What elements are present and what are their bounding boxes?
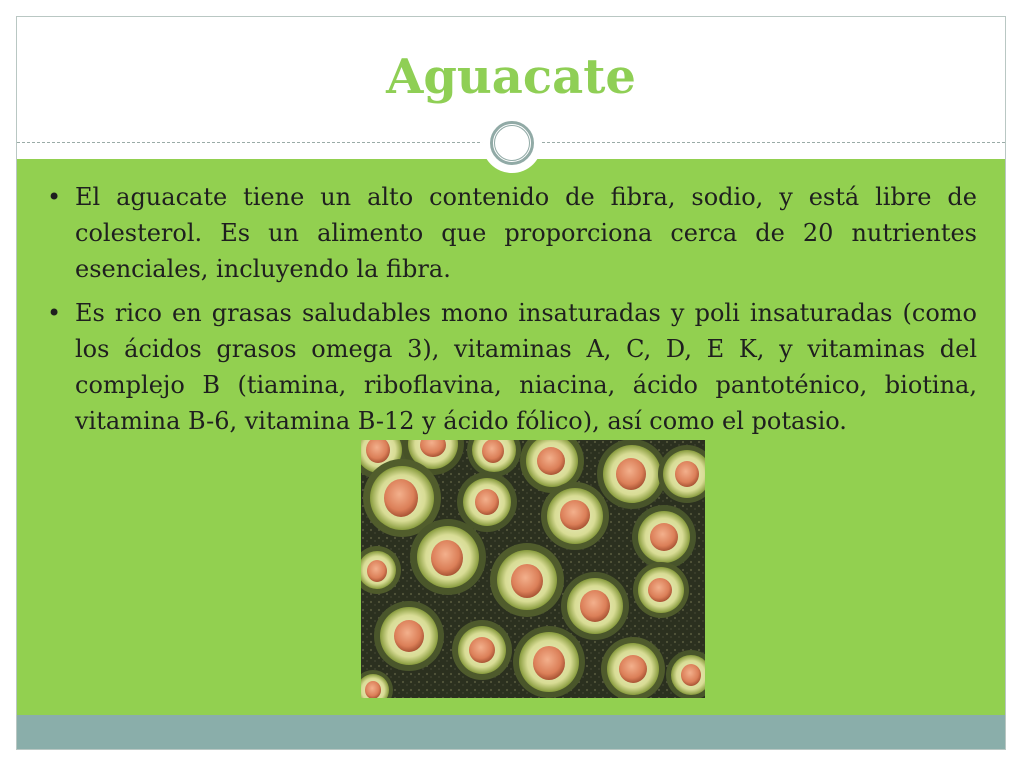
bullet-text-fiber: El aguacate tiene un alto contenido de fibra, sodio, y está libre de colesterol. Es un alimento que proporciona cerca de 20 nutrientes esenciales, incluyendo la fibra. xyxy=(75,183,977,283)
slide-frame xyxy=(16,16,1006,750)
avocado-photo-icon xyxy=(361,440,705,698)
bullet-item-fiber xyxy=(47,179,977,287)
slide-title: Aguacate xyxy=(386,49,636,105)
avocado-slices xyxy=(361,440,705,698)
footer-bar xyxy=(17,715,1005,750)
bullet-list xyxy=(47,179,977,447)
bullet-icon: • xyxy=(47,183,62,211)
bullet-icon: • xyxy=(47,299,62,327)
ornament-inner-circle xyxy=(494,125,530,161)
bullet-item-nutrients xyxy=(47,295,977,439)
bullet-text-nutrients: Es rico en grasas saludables mono insaturadas y poli insaturadas (como los ácidos grasos omega 3), vitaminas A, C, D, E K, y vitaminas del complejo B (tiamina, riboflavina, niacina, ácido pantoténico, biotina, vitamina B-6, vitamina B-12 y ácido fólico), así como el potasio. xyxy=(75,299,977,435)
avocado-photo xyxy=(361,440,705,698)
